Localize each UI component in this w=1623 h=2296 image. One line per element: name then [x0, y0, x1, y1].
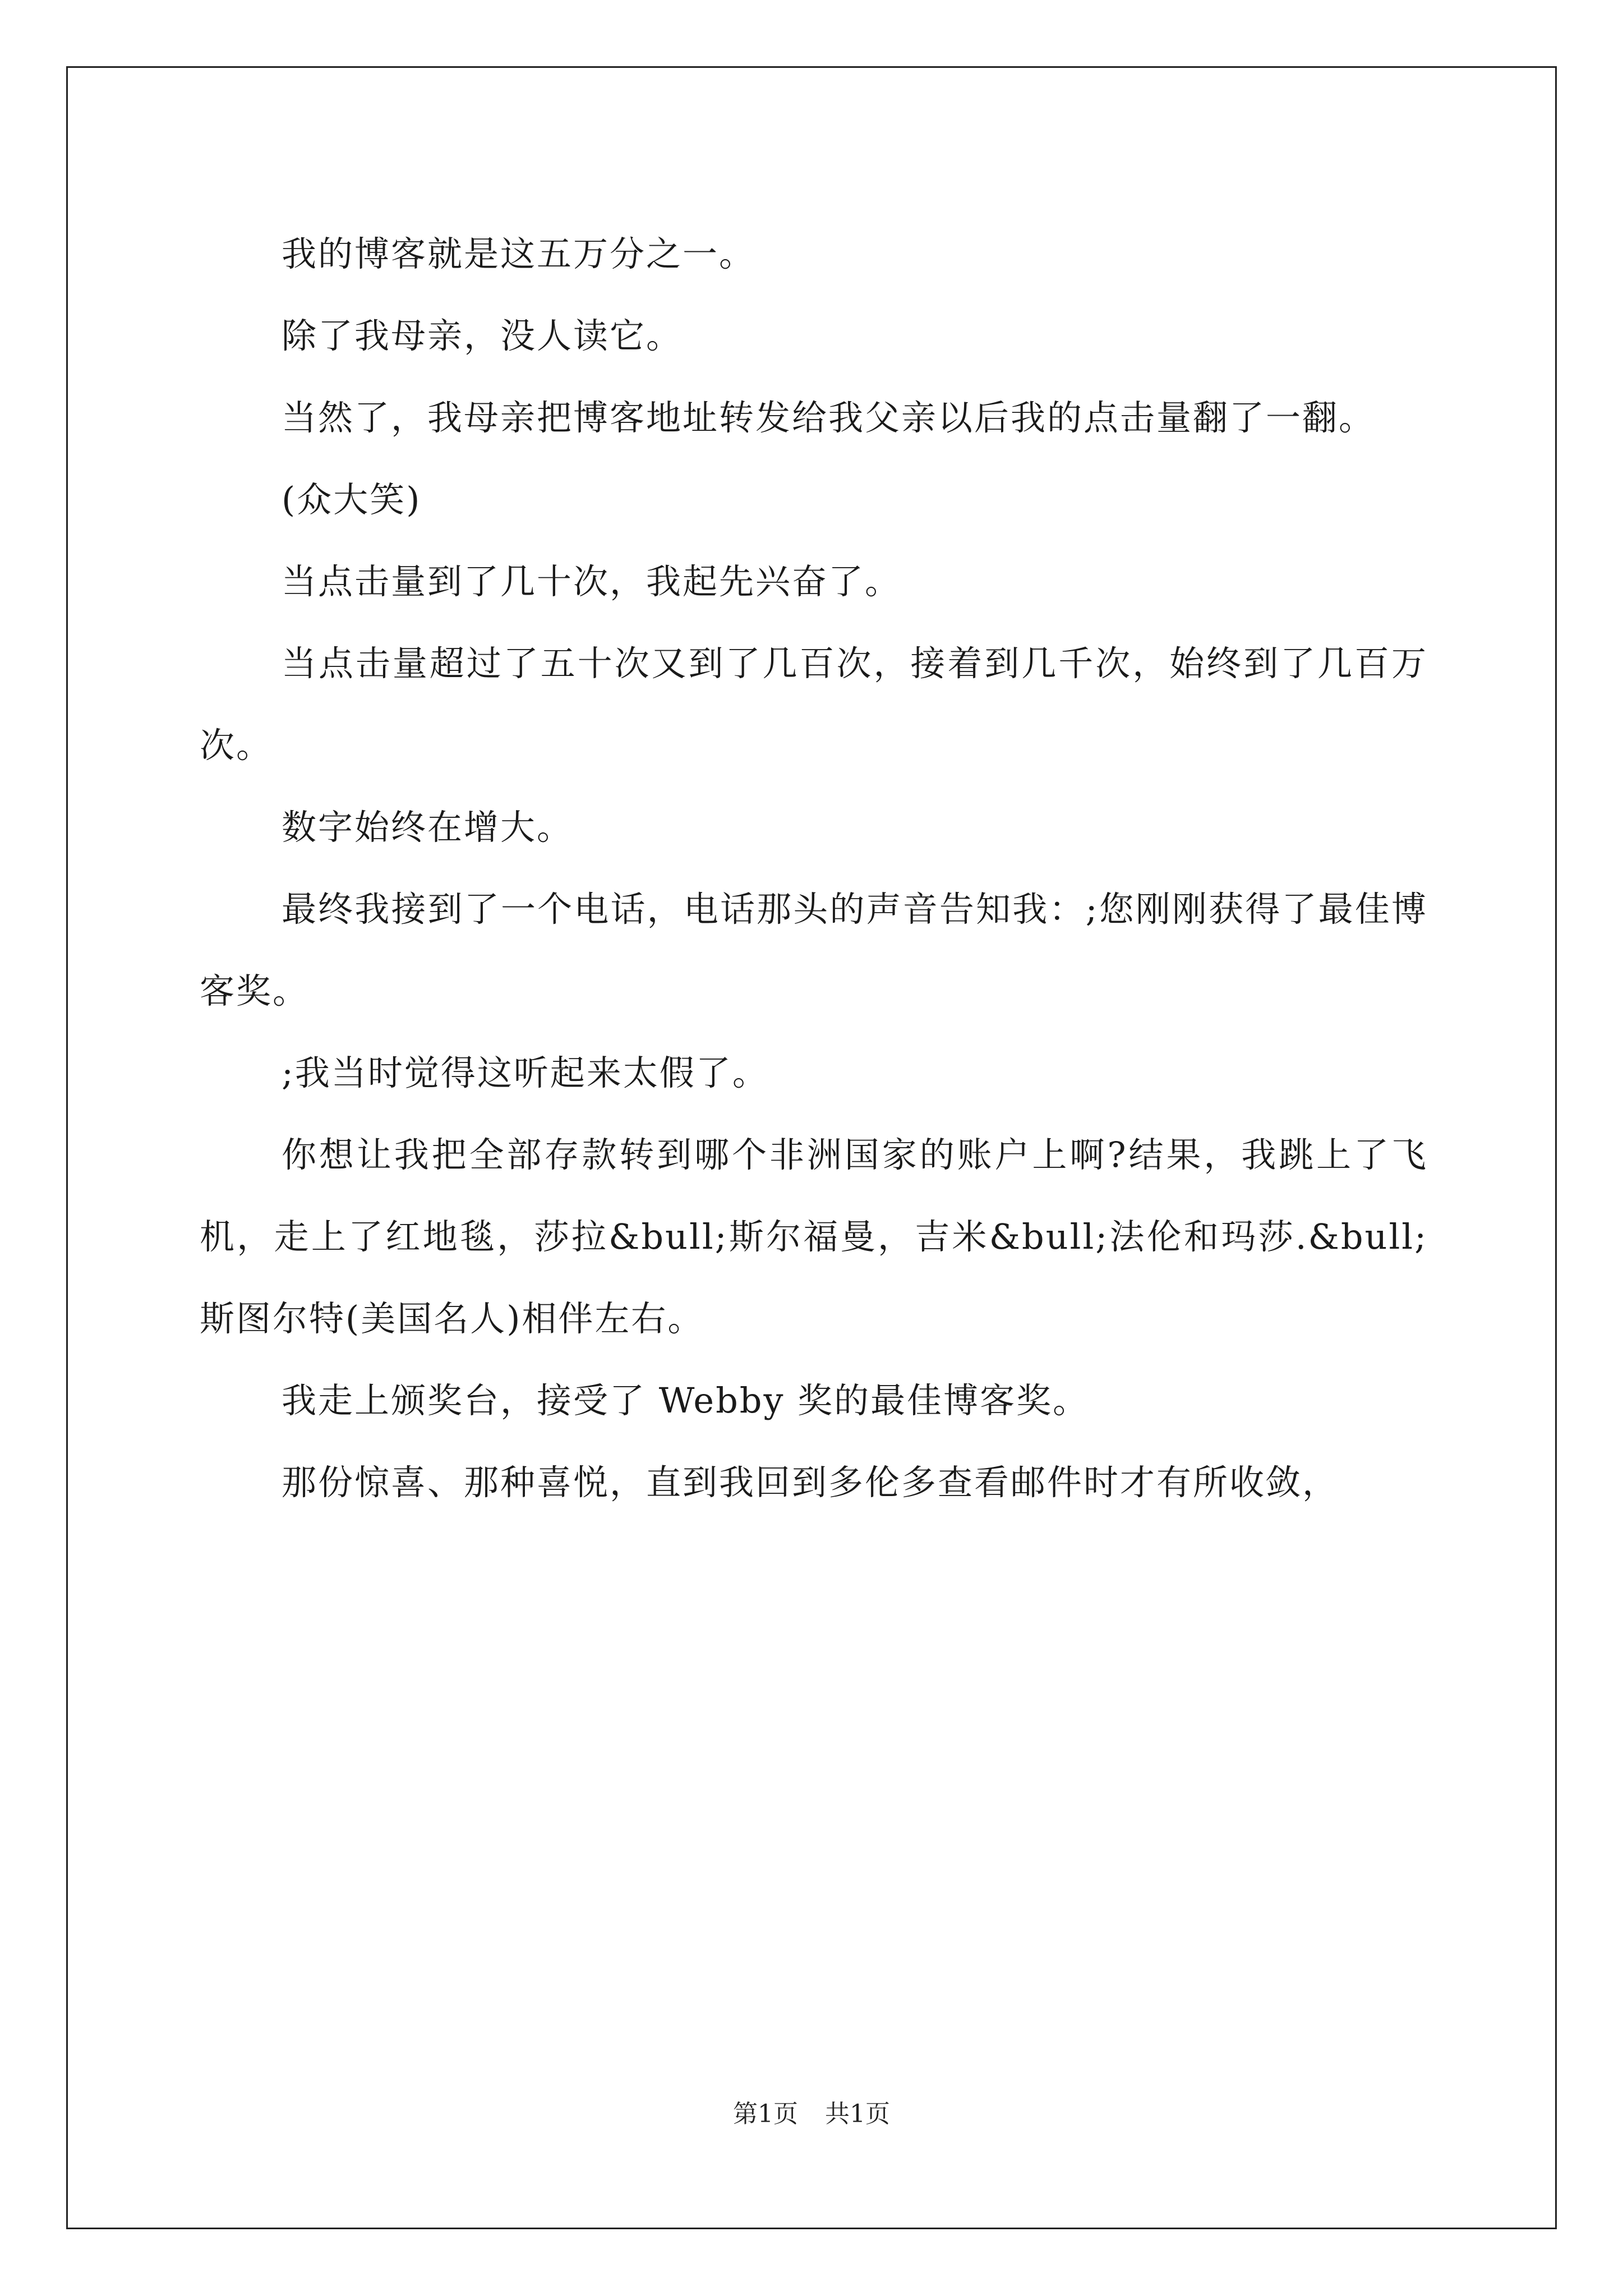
paragraph: 当点击量到了几十次，我起先兴奋了。 [282, 561, 902, 602]
paragraph: 我走上颁奖台，接受了 Webby 奖的最佳博客奖。 [282, 1380, 1090, 1421]
paragraph: (众大笑) [282, 479, 422, 520]
paragraph: 你想让我把全部存款转到哪个非洲国家的账户上啊?结果，我跳上了飞机，走上了红地毯，莎拉&bull;斯尔福曼，吉米&bull;法伦和玛莎.&bull;斯图尔特(美国名人)相伴左右。 [200, 1134, 1428, 1339]
page-number: 第1页 [733, 2100, 798, 2128]
paragraph: 当点击量超过了五十次又到了几百次，接着到几千次，始终到了几百万次。 [200, 643, 1428, 766]
paragraph: 那份惊喜、那种喜悦，直到我回到多伦多查看邮件时才有所收敛， [282, 1462, 1339, 1503]
paragraph: ;我当时觉得这听起来太假了。 [282, 1052, 769, 1093]
paragraph: 我的博客就是这五万分之一。 [282, 233, 756, 274]
document-body [200, 213, 1428, 1524]
page-total: 共1页 [825, 2100, 890, 2128]
paragraph: 数字始终在增大。 [282, 807, 574, 848]
paragraph: 除了我母亲，没人读它。 [282, 315, 683, 356]
paragraph: 当然了，我母亲把博客地址转发给我父亲以后我的点击量翻了一翻。 [282, 397, 1376, 438]
page-footer [0, 2093, 1623, 2129]
paragraph: 最终我接到了一个电话，电话那头的声音告知我：;您刚刚获得了最佳博客奖。 [200, 889, 1428, 1011]
